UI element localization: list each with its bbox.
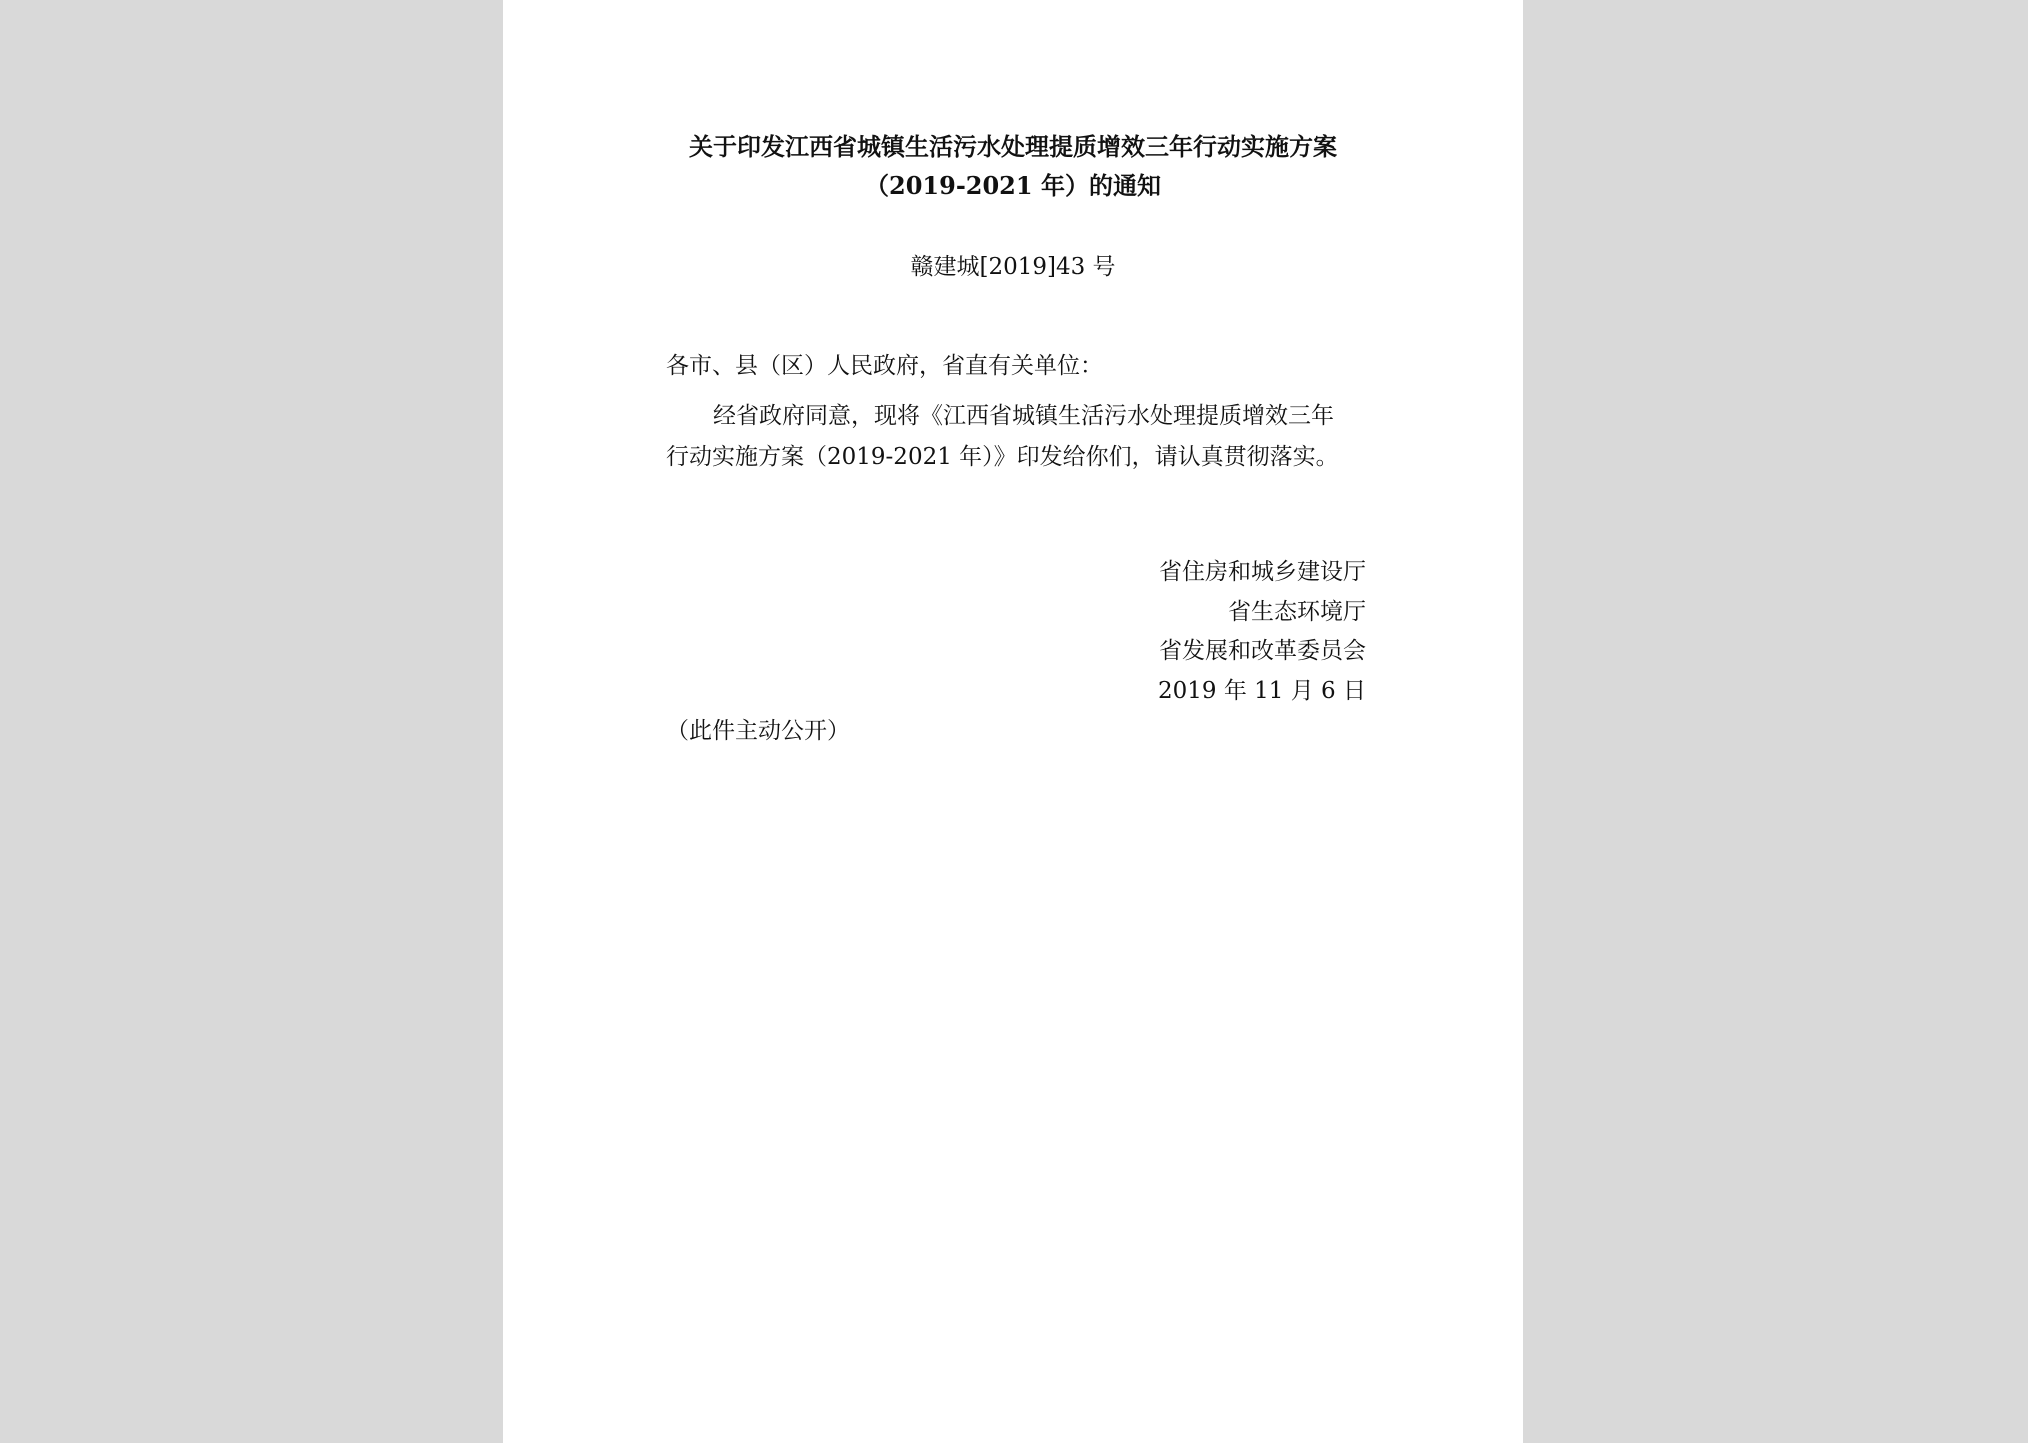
document-page xyxy=(503,0,1523,1443)
document-title-line-2: （2019-2021 年）的通知 xyxy=(865,171,1161,200)
issue-date: 2019 年 11 月 6 日 xyxy=(1158,678,1366,704)
document-title-line-1: 关于印发江西省城镇生活污水处理提质增效三年行动实施方案 xyxy=(689,132,1337,161)
signatory-development-commission: 省发展和改革委员会 xyxy=(1159,638,1366,664)
document-number: 赣建城[2019]43 号 xyxy=(910,254,1116,280)
publication-note: （此件主动公开） xyxy=(666,718,850,744)
salutation: 各市、县（区）人民政府，省直有关单位： xyxy=(666,353,1103,379)
body-paragraph-line-2: 行动实施方案（2019-2021 年）》印发给你们，请认真贯彻落实。 xyxy=(666,444,1339,470)
body-paragraph-line-1: 经省政府同意，现将《江西省城镇生活污水处理提质增效三年 xyxy=(713,403,1334,429)
signatory-housing-department: 省住房和城乡建设厅 xyxy=(1159,559,1366,585)
signatory-environment-department: 省生态环境厅 xyxy=(1228,599,1366,625)
